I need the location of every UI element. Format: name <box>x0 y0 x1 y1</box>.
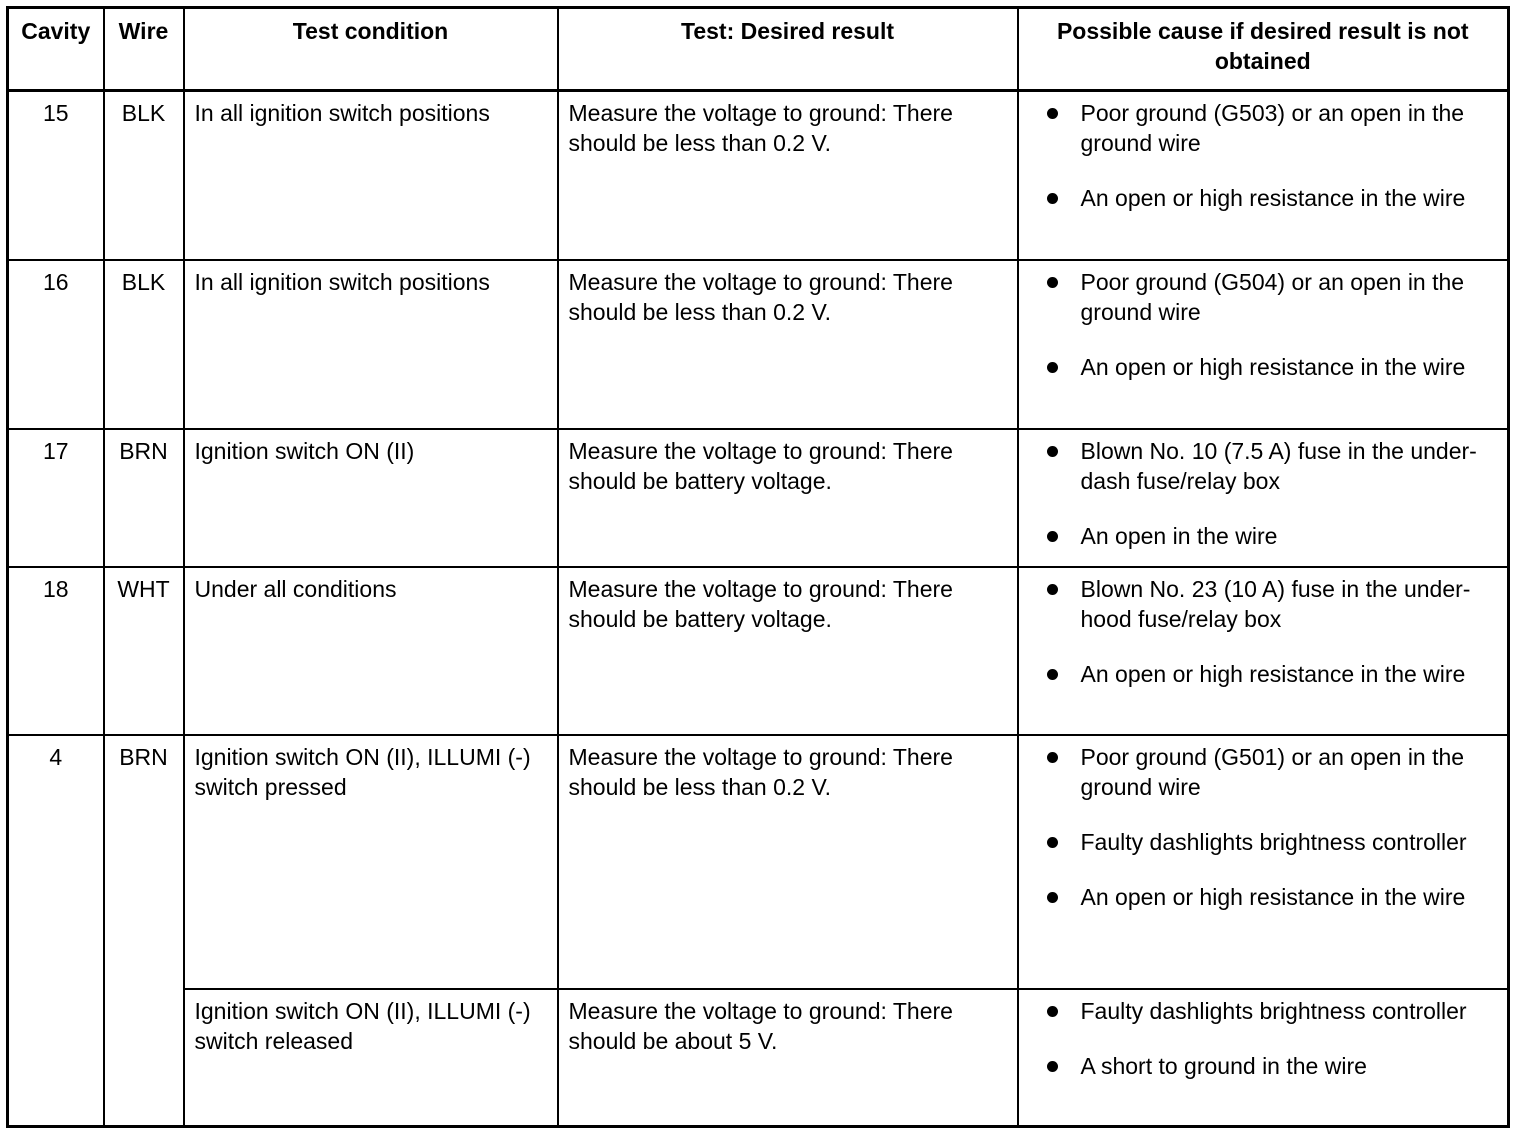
bullet-icon <box>1047 584 1058 595</box>
possible-cause-cell <box>1018 91 1509 260</box>
bullet-icon <box>1047 892 1058 903</box>
cause-text: An open or high resistance in the wire <box>1080 185 1466 211</box>
cause-item <box>1041 742 1496 802</box>
possible-cause-cell <box>1018 429 1509 567</box>
test-condition-cell: In all ignition switch positions <box>184 91 558 260</box>
cause-item <box>1041 827 1496 857</box>
cause-item <box>1041 436 1496 496</box>
cause-text: Poor ground (G501) or an open in the ground wire <box>1080 743 1465 800</box>
wire-cell: BLK <box>104 91 184 260</box>
header-possible-cause: Possible cause if desired result is not obtained <box>1018 8 1509 91</box>
header-test-condition: Test condition <box>184 8 558 91</box>
desired-result-cell: Measure the voltage to ground: There should be less than 0.2 V. <box>558 735 1018 989</box>
cause-list <box>1041 742 1496 912</box>
cause-item <box>1041 521 1496 551</box>
table-row <box>8 429 1509 567</box>
cause-text: An open or high resistance in the wire <box>1080 353 1466 380</box>
cause-text: An open in the wire <box>1080 522 1278 549</box>
bullet-icon <box>1047 193 1058 204</box>
table-row <box>8 260 1509 429</box>
cavity-cell: 4 <box>8 735 104 1127</box>
wire-cell: BRN <box>104 429 184 567</box>
wire-cell: BLK <box>104 260 184 429</box>
bullet-icon <box>1047 1006 1058 1017</box>
bullet-icon <box>1047 446 1058 457</box>
bullet-icon <box>1047 531 1058 542</box>
cavity-cell: 18 <box>8 567 104 735</box>
header-cavity: Cavity <box>8 8 104 91</box>
desired-result-cell: Measure the voltage to ground: There should be about 5 V. <box>558 989 1018 1127</box>
cause-item <box>1041 1051 1496 1081</box>
cavity-cell: 16 <box>8 260 104 429</box>
desired-result-cell: Measure the voltage to ground: There should be battery voltage. <box>558 567 1018 735</box>
cause-text: An open or high resistance in the wire <box>1080 883 1466 910</box>
diagnostic-table <box>6 6 1510 1128</box>
cause-text: Faulty dashlights brightness controller <box>1080 997 1467 1024</box>
cause-list <box>1041 98 1496 213</box>
cause-text: Poor ground (G504) or an open in the ground wire <box>1080 268 1465 325</box>
wire-cell: WHT <box>104 567 184 735</box>
cause-item <box>1041 659 1496 689</box>
desired-result-cell: Measure the voltage to ground: There should be less than 0.2 V. <box>558 91 1018 260</box>
bullet-icon <box>1047 277 1058 288</box>
cause-item <box>1041 183 1496 213</box>
cause-text: Poor ground (G503) or an open in the ground wire <box>1080 100 1465 156</box>
cavity-cell: 15 <box>8 91 104 260</box>
table-row <box>8 735 1509 989</box>
cause-text: A short to ground in the wire <box>1080 1052 1367 1079</box>
cause-text: Faulty dashlights brightness controller <box>1080 828 1467 855</box>
possible-cause-cell <box>1018 567 1509 735</box>
cause-list <box>1041 574 1496 689</box>
wire-cell: BRN <box>104 735 184 1127</box>
header-desired-result: Test: Desired result <box>558 8 1018 91</box>
cause-item <box>1041 882 1496 912</box>
possible-cause-cell <box>1018 989 1509 1127</box>
possible-cause-cell <box>1018 260 1509 429</box>
bullet-icon <box>1047 669 1058 680</box>
cause-text: An open or high resistance in the wire <box>1080 660 1466 687</box>
header-wire: Wire <box>104 8 184 91</box>
test-condition-cell: Under all conditions <box>184 567 558 735</box>
cause-text: Blown No. 23 (10 A) fuse in the under-hood fuse/relay box <box>1080 575 1471 632</box>
cause-item <box>1041 574 1496 634</box>
cause-item <box>1041 267 1496 327</box>
desired-result-cell: Measure the voltage to ground: There should be less than 0.2 V. <box>558 260 1018 429</box>
bullet-icon <box>1047 362 1058 373</box>
cause-text: Blown No. 10 (7.5 A) fuse in the under-dash fuse/relay box <box>1080 437 1477 494</box>
test-condition-cell: Ignition switch ON (II) <box>184 429 558 567</box>
possible-cause-cell <box>1018 735 1509 989</box>
bullet-icon <box>1047 1061 1058 1072</box>
table-header <box>8 8 1509 91</box>
bullet-icon <box>1047 752 1058 763</box>
table-row <box>8 989 1509 1127</box>
cause-list <box>1041 267 1496 382</box>
cause-list <box>1041 436 1496 551</box>
desired-result-cell: Measure the voltage to ground: There should be battery voltage. <box>558 429 1018 567</box>
bullet-icon <box>1047 108 1058 119</box>
table-row <box>8 567 1509 735</box>
test-condition-cell: In all ignition switch positions <box>184 260 558 429</box>
test-condition-cell: Ignition switch ON (II), ILLUMI (-) switch released <box>184 989 558 1127</box>
cause-item <box>1041 996 1496 1026</box>
bullet-icon <box>1047 837 1058 848</box>
test-condition-cell: Ignition switch ON (II), ILLUMI (-) switch pressed <box>184 735 558 989</box>
table-row <box>8 91 1509 260</box>
cause-list <box>1041 996 1496 1081</box>
cause-item <box>1041 98 1496 158</box>
cavity-cell: 17 <box>8 429 104 567</box>
cause-item <box>1041 352 1496 382</box>
